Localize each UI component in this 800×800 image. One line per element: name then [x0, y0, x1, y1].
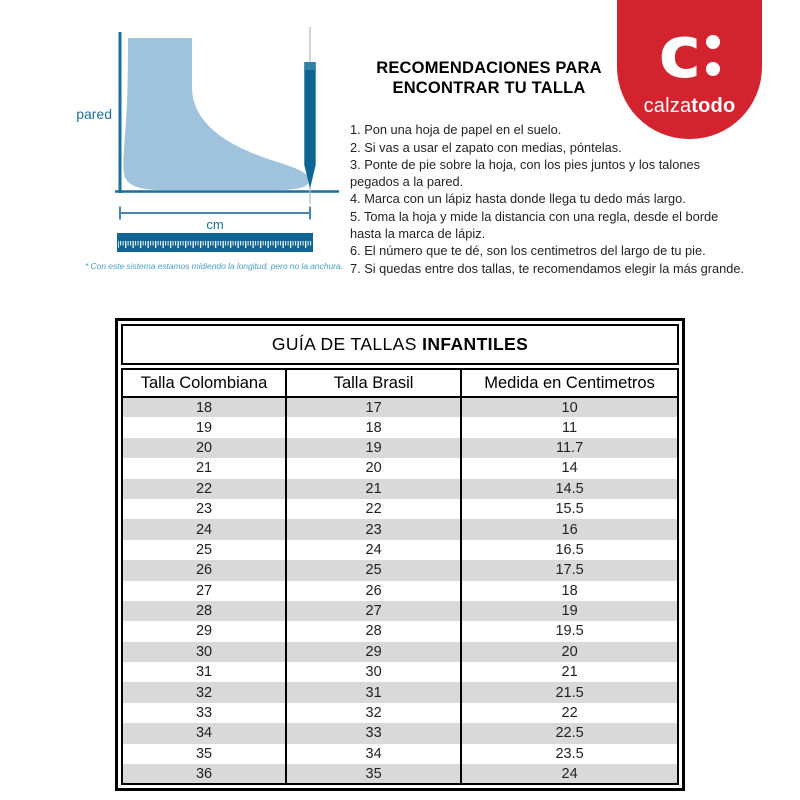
recommendations-title-line2: ENCONTRAR TU TALLA [392, 79, 586, 98]
instruction-item: 5. Toma la hoja y mide la distancia con una regla, desde el borde hasta la marca de lápiz. [350, 208, 719, 242]
table-cell: 24 [286, 540, 461, 560]
instruction-item: 1. Pon una hoja de papel en el suelo. [350, 122, 562, 138]
table-row [122, 540, 678, 560]
column-header-talla-brasil: Talla Brasil [286, 369, 461, 397]
table-row [122, 499, 678, 519]
size-table-title [121, 324, 679, 365]
table-cell: 21.5 [461, 682, 678, 702]
column-header-talla-colombiana: Talla Colombiana [122, 369, 286, 397]
table-cell: 24 [122, 519, 286, 539]
table-cell: 22 [461, 703, 678, 723]
foot-diagram-illustration [65, 25, 350, 258]
table-cell: 23 [122, 499, 286, 519]
table-cell: 31 [286, 682, 461, 702]
logo-letter-c: c [658, 10, 700, 94]
ruler-icon [117, 233, 313, 252]
table-cell: 25 [286, 560, 461, 580]
recommendations-title-line1: RECOMENDACIONES PARA [376, 59, 602, 77]
table-cell: 19 [461, 601, 678, 621]
table-cell: 35 [286, 764, 461, 784]
table-cell: 21 [461, 662, 678, 682]
table-row [122, 417, 678, 437]
table-cell: 18 [461, 581, 678, 601]
table-cell: 15.5 [461, 499, 678, 519]
table-row [122, 479, 678, 499]
table-row [122, 397, 678, 417]
size-table-title-regular: GUÍA DE TALLAS [271, 334, 423, 354]
table-row [122, 438, 678, 458]
table-cell: 14 [461, 458, 678, 478]
table-cell: 25 [122, 540, 286, 560]
table-cell: 27 [122, 581, 286, 601]
table-cell: 16.5 [461, 540, 678, 560]
table-cell: 14.5 [461, 479, 678, 499]
foot-measurement-diagram [65, 25, 355, 271]
column-header-medida-cm: Medida en Centimetros [461, 369, 678, 397]
instruction-item: 3. Ponte de pie sobre la hoja, con los pies juntos y los talones pegados a la pared. [350, 156, 701, 190]
table-cell: 27 [286, 601, 461, 621]
logo-colon-dots-icon [706, 35, 720, 76]
brand-bold: todo [691, 95, 736, 117]
table-cell: 26 [286, 581, 461, 601]
table-cell: 30 [122, 642, 286, 662]
table-cell: 16 [461, 519, 678, 539]
table-cell: 22 [122, 479, 286, 499]
table-cell: 32 [286, 703, 461, 723]
table-row [122, 703, 678, 723]
table-cell: 33 [122, 703, 286, 723]
table-cell: 23 [286, 519, 461, 539]
table-row [122, 744, 678, 764]
size-table-body [122, 397, 678, 784]
table-cell: 19 [122, 417, 286, 437]
recommendations-title [350, 58, 628, 98]
table-cell: 21 [122, 458, 286, 478]
table-cell: 19.5 [461, 621, 678, 641]
table-cell: 35 [122, 744, 286, 764]
calzatodo-wordmark [644, 95, 736, 118]
instructions-list [350, 121, 752, 277]
brand-regular: calza [643, 95, 692, 117]
calzatodo-logo-badge [617, 0, 762, 139]
measurement-footnote: * Con este sistema estamos midiendo la longitud, pero no la anchura. [85, 261, 343, 271]
table-cell: 34 [122, 723, 286, 743]
table-cell: 36 [122, 764, 286, 784]
table-cell: 22.5 [461, 723, 678, 743]
table-cell: 11.7 [461, 438, 678, 458]
table-row [122, 621, 678, 641]
cm-label: cm [206, 217, 224, 232]
table-cell: 20 [286, 458, 461, 478]
table-cell: 11 [461, 417, 678, 437]
table-cell: 22 [286, 499, 461, 519]
size-table [115, 318, 685, 791]
table-cell: 24 [461, 764, 678, 784]
table-cell: 19 [286, 438, 461, 458]
table-cell: 29 [122, 621, 286, 641]
table-cell: 18 [286, 417, 461, 437]
table-cell: 30 [286, 662, 461, 682]
table-cell: 17 [286, 397, 461, 417]
table-cell: 10 [461, 397, 678, 417]
table-row [122, 581, 678, 601]
table-cell: 20 [122, 438, 286, 458]
instruction-item: 7. Si quedas entre dos tallas, te recomendamos elegir la más grande. [350, 260, 745, 276]
table-cell: 17.5 [461, 560, 678, 580]
table-cell: 18 [122, 397, 286, 417]
table-row [122, 601, 678, 621]
instruction-item: 4. Marca con un lápiz hasta donde llega tu dedo más largo. [350, 191, 686, 207]
table-row [122, 560, 678, 580]
size-table-header [122, 369, 678, 397]
table-cell: 29 [286, 642, 461, 662]
table-cell: 23.5 [461, 744, 678, 764]
table-cell: 28 [286, 621, 461, 641]
table-row [122, 662, 678, 682]
instruction-item: 2. Si vas a usar el zapato con medias, póntelas. [350, 139, 622, 155]
foot-silhouette [123, 38, 309, 190]
table-row [122, 682, 678, 702]
table-cell: 32 [122, 682, 286, 702]
table-row [122, 642, 678, 662]
table-cell: 31 [122, 662, 286, 682]
table-row [122, 458, 678, 478]
size-table-title-bold: INFANTILES [422, 334, 529, 354]
table-row [122, 519, 678, 539]
table-row [122, 723, 678, 743]
wall-label: pared [76, 106, 112, 122]
table-cell: 33 [286, 723, 461, 743]
instruction-item: 6. El número que te dé, son los centimetros del largo de tu pie. [350, 243, 706, 259]
table-cell: 34 [286, 744, 461, 764]
table-cell: 21 [286, 479, 461, 499]
table-cell: 20 [461, 642, 678, 662]
table-row [122, 764, 678, 784]
table-cell: 26 [122, 560, 286, 580]
table-cell: 28 [122, 601, 286, 621]
calzatodo-monogram-icon [658, 10, 721, 94]
